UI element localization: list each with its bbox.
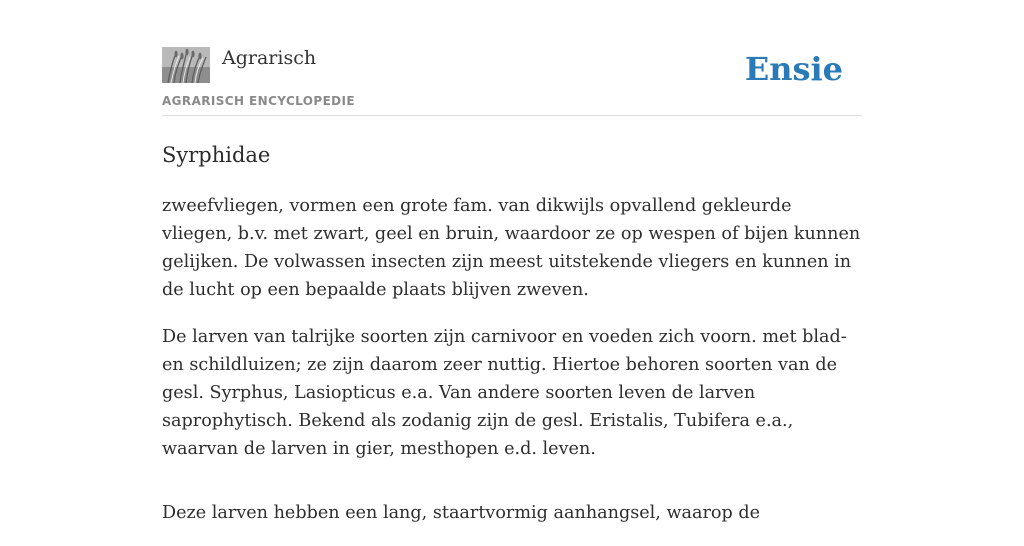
header: [162, 0, 862, 116]
paragraph: Deze larven hebben een lang, staartvormig aanhangsel, waarop de: [162, 503, 761, 523]
article-title: Syrphidae: [162, 143, 271, 167]
content-container: [162, 0, 862, 523]
brand-logo[interactable]: Ensie: [744, 50, 843, 88]
article-body: [162, 192, 862, 546]
paragraph: De larven van talrijke soorten zijn carnivoor en voeden zich voorn. met blad- en schildluizen; ze zijn daarom zeer nuttig. Hiertoe behoren soorten van de gesl. Syrphus, Lasiopticus e.a. Van andere soorten leven de larven saprophytisch. Bekend als zodanig zijn de gesl. Eristalis, Tubifera e.a., waarvan de larven in gier, mesthopen e.d. leven.: [162, 327, 847, 459]
wheat-field-icon[interactable]: [162, 47, 210, 83]
source-title[interactable]: Agrarisch: [222, 47, 317, 69]
paragraph: zweefvliegen, vormen een grote fam. van dikwijls opvallend gekleurde vliegen, b.v. met zwart, geel en bruin, waardoor ze op wespen of bijen kunnen gelijken. De volwassen insecten zijn meest uitstekende vliegers en kunnen in de lucht op een bepaalde plaats blijven zweven.: [162, 196, 861, 300]
source-subtitle: AGRARISCH ENCYCLOPEDIE: [162, 94, 355, 108]
